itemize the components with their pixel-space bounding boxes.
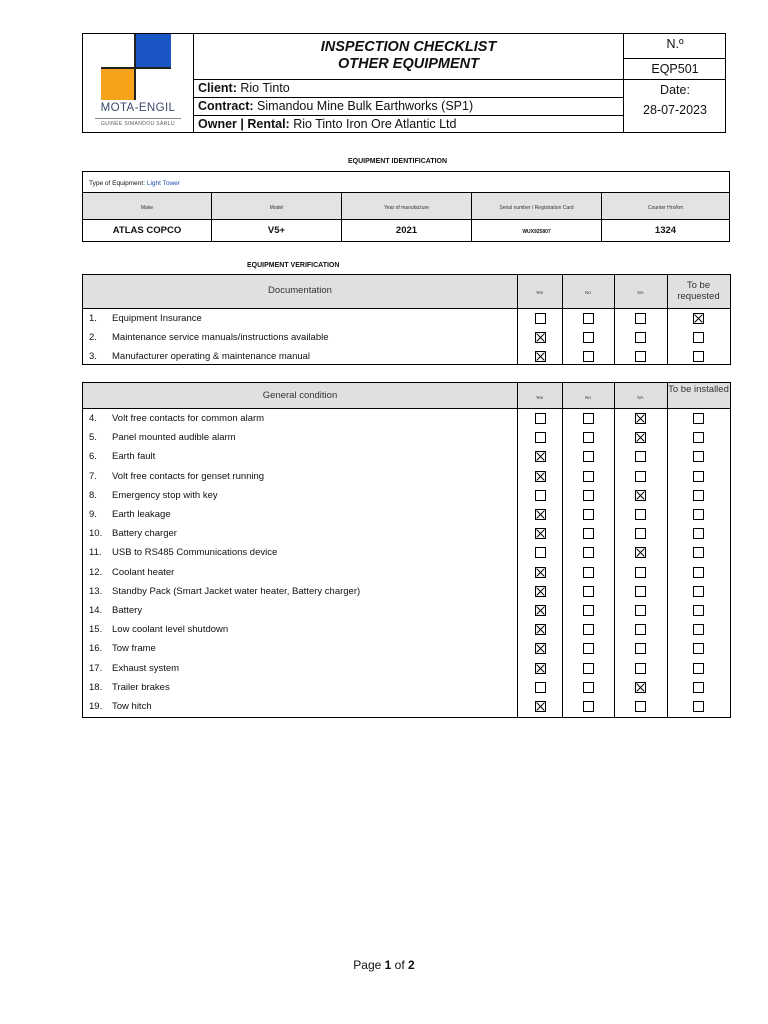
checkbox-yes[interactable] (535, 605, 546, 616)
identification-title: EQUIPMENT IDENTIFICATION (348, 158, 448, 165)
contract-row (194, 98, 623, 116)
row-number: 16. (89, 643, 103, 655)
checklist-row (83, 563, 730, 582)
checkbox-na[interactable] (635, 528, 646, 539)
col-make: Make (83, 193, 212, 220)
equipment-type-value: Light Tower (146, 180, 180, 187)
checkbox-yes[interactable] (535, 547, 546, 558)
model-value: V5+ (212, 220, 342, 241)
logo-blue-square (135, 34, 171, 68)
checklist-row (83, 582, 730, 601)
checklist-row (83, 678, 730, 697)
row-number: 11. (89, 547, 102, 559)
checkbox-yes[interactable] (535, 490, 546, 501)
logo-text: MOTA-ENGIL (100, 102, 176, 114)
general-condition-heading: General condition (262, 390, 338, 401)
checkbox-no[interactable] (583, 605, 594, 616)
row-number: 3. (89, 351, 97, 362)
counter-value: 1324 (654, 225, 677, 236)
serial-value: WUX925807 (472, 220, 602, 241)
checkbox-to-be-installed[interactable] (693, 490, 704, 501)
checkbox-na[interactable] (635, 413, 646, 424)
checkbox-to-be-installed[interactable] (693, 643, 704, 654)
checkbox-na[interactable] (635, 471, 646, 482)
checkbox-na[interactable] (635, 643, 646, 654)
checkbox-to-be-installed[interactable] (693, 701, 704, 712)
checkbox-na[interactable] (635, 701, 646, 712)
checklist-row (83, 620, 730, 639)
equipment-type (83, 172, 729, 193)
page-total: 2 (408, 958, 415, 972)
row-label: Equipment Insurance (112, 313, 202, 324)
checkbox-no[interactable] (583, 509, 594, 520)
checkbox-no[interactable] (583, 663, 594, 674)
verification-title: EQUIPMENT VERIFICATION (247, 262, 340, 269)
checkbox-no[interactable] (583, 351, 594, 362)
checkbox-no[interactable] (583, 313, 594, 324)
row-label: Volt free contacts for genset running (112, 470, 265, 482)
page-current: 1 (384, 958, 392, 972)
checkbox-na[interactable] (635, 451, 646, 462)
row-number: 10. (89, 528, 103, 540)
checkbox-to-be-installed[interactable] (693, 624, 704, 635)
row-label: Tow hitch (112, 701, 152, 712)
number-label: N.º (624, 34, 726, 59)
checkbox-yes[interactable] (535, 509, 546, 520)
row-label: Earth fault (112, 451, 156, 463)
checkbox-yes[interactable] (535, 586, 546, 597)
title-line-2: OTHER EQUIPMENT (338, 56, 479, 72)
row-number: 19. (89, 701, 103, 712)
row-label: Low coolant level shutdown (112, 624, 229, 636)
checklist-row (83, 659, 730, 678)
equipment-type-label: Type of Equipment: (89, 180, 146, 187)
doc-col-to-be-requested: To be requested (677, 280, 720, 302)
page-of: of (394, 958, 405, 972)
row-number: 18. (89, 681, 103, 693)
make-value: ATLAS COPCO (83, 220, 212, 241)
checkbox-no[interactable] (583, 643, 594, 654)
checkbox-no[interactable] (583, 332, 594, 343)
row-number: 5. (89, 432, 97, 444)
checkbox-no[interactable] (583, 490, 594, 501)
checkbox-yes[interactable] (535, 451, 546, 462)
checkbox-na[interactable] (635, 332, 646, 343)
year-value: 2021 (342, 220, 472, 241)
checkbox-to-be-installed[interactable] (693, 663, 704, 674)
row-label: Emergency stop with key (112, 489, 218, 501)
checkbox-yes[interactable] (535, 528, 546, 539)
checkbox-no[interactable] (583, 682, 594, 693)
checkbox-no[interactable] (583, 451, 594, 462)
checkbox-na[interactable] (635, 567, 646, 578)
owner-value: Rio Tinto Iron Ore Atlantic Ltd (293, 117, 457, 131)
checkbox-to-be-requested[interactable] (693, 332, 704, 343)
row-number: 17. (89, 662, 103, 674)
owner-row (194, 116, 623, 134)
row-label: Standby Pack (Smart Jacket water heater, Battery charger) (112, 585, 361, 597)
row-number: 4. (89, 413, 97, 424)
logo-horizontal-line (101, 67, 171, 69)
row-label: Exhaust system (112, 662, 180, 674)
gen-col-yes: Yes (535, 395, 544, 400)
row-label: Panel mounted audible alarm (112, 432, 236, 444)
document-meta (623, 34, 725, 132)
checkbox-yes[interactable] (535, 471, 546, 482)
checkbox-no[interactable] (583, 624, 594, 635)
checkbox-yes[interactable] (535, 332, 546, 343)
checklist-row (83, 543, 730, 562)
identification-table (82, 171, 730, 242)
page-prefix: Page (353, 958, 382, 972)
row-number: 2. (89, 332, 97, 343)
number-value: EQP501 (624, 59, 726, 80)
row-number: 14. (89, 605, 103, 616)
checklist-row (83, 428, 730, 447)
checkbox-na[interactable] (635, 586, 646, 597)
checkbox-no[interactable] (583, 413, 594, 424)
checklist-row (83, 409, 730, 428)
checkbox-to-be-installed[interactable] (693, 432, 704, 443)
contract-value: Simandou Mine Bulk Earthworks (SP1) (257, 99, 474, 113)
row-label: Tow frame (112, 643, 156, 655)
checkbox-to-be-installed[interactable] (693, 682, 704, 693)
checkbox-to-be-installed[interactable] (693, 471, 704, 482)
checkbox-no[interactable] (583, 471, 594, 482)
documentation-table (82, 274, 731, 365)
row-label: Manufacturer operating & maintenance manual (112, 351, 311, 362)
row-number: 8. (89, 489, 97, 501)
checkbox-yes[interactable] (535, 567, 546, 578)
checkbox-na[interactable] (635, 351, 646, 362)
gen-col-to-be-installed: To be installed (668, 384, 729, 395)
checkbox-to-be-installed[interactable] (693, 605, 704, 616)
checkbox-na[interactable] (635, 313, 646, 324)
contract-label: Contract: (198, 99, 254, 113)
checkbox-to-be-installed[interactable] (693, 567, 704, 578)
checkbox-na[interactable] (635, 624, 646, 635)
owner-label: Owner | Rental: (198, 117, 290, 131)
checklist-row (83, 328, 730, 347)
row-label: Battery (112, 605, 143, 616)
checkbox-to-be-installed[interactable] (693, 451, 704, 462)
checkbox-yes[interactable] (535, 643, 546, 654)
checkbox-to-be-installed[interactable] (693, 413, 704, 424)
checklist-row (83, 447, 730, 466)
checklist-row (83, 347, 730, 366)
company-logo (83, 34, 194, 132)
checkbox-yes[interactable] (535, 682, 546, 693)
row-label: Coolant heater (112, 566, 175, 578)
row-number: 1. (89, 313, 97, 324)
checkbox-yes[interactable] (535, 432, 546, 443)
page-footer (0, 958, 768, 972)
col-counter: Counter Hrs/km (602, 193, 729, 220)
col-serial: Serial number / Registration Card (472, 193, 602, 220)
checkbox-yes[interactable] (535, 413, 546, 424)
checkbox-no[interactable] (583, 547, 594, 558)
checkbox-no[interactable] (583, 586, 594, 597)
row-number: 9. (89, 509, 97, 520)
row-label: Battery charger (112, 528, 177, 540)
checkbox-no[interactable] (583, 432, 594, 443)
general-condition-header (83, 383, 730, 409)
checklist-row (83, 524, 730, 543)
checklist-row (83, 697, 730, 716)
doc-col-na: NA (637, 290, 644, 295)
date-label: Date: (660, 83, 690, 97)
documentation-heading: Documentation (268, 285, 332, 296)
checkbox-no[interactable] (583, 528, 594, 539)
checkbox-yes[interactable] (535, 663, 546, 674)
checkbox-na[interactable] (635, 605, 646, 616)
logo-subtext: GUINÉE SIMANDOU SARLU (95, 118, 181, 127)
checkbox-na[interactable] (635, 547, 646, 558)
checkbox-to-be-installed[interactable] (693, 586, 704, 597)
row-number: 6. (89, 451, 97, 463)
checkbox-yes[interactable] (535, 313, 546, 324)
gen-col-no: No (585, 395, 591, 400)
checkbox-yes[interactable] (535, 351, 546, 362)
checkbox-na[interactable] (635, 663, 646, 674)
date-value: 28-07-2023 (643, 103, 707, 117)
checklist-row (83, 486, 730, 505)
doc-col-no: No (585, 290, 591, 295)
title-line-1: INSPECTION CHECKLIST (320, 39, 497, 55)
logo-orange-square (101, 68, 135, 100)
checkbox-na[interactable] (635, 490, 646, 501)
checklist-row (83, 601, 730, 620)
checkbox-na[interactable] (635, 509, 646, 520)
checkbox-to-be-requested[interactable] (693, 313, 704, 324)
checkbox-na[interactable] (635, 432, 646, 443)
checkbox-yes[interactable] (535, 624, 546, 635)
checkbox-na[interactable] (635, 682, 646, 693)
row-label: USB to RS485 Communications device (112, 547, 278, 559)
checklist-row (83, 467, 730, 486)
row-number: 12. (89, 566, 103, 578)
checkbox-to-be-installed[interactable] (693, 547, 704, 558)
row-number: 7. (89, 470, 97, 482)
client-label: Client: (198, 81, 237, 95)
checklist-row (83, 639, 730, 658)
checkbox-to-be-installed[interactable] (693, 509, 704, 520)
client-row (194, 80, 623, 98)
client-value: Rio Tinto (240, 81, 290, 95)
row-number: 13. (89, 585, 103, 597)
row-label: Earth leakage (112, 509, 171, 520)
general-condition-table (82, 382, 731, 718)
checklist-row (83, 309, 730, 328)
row-number: 15. (89, 624, 103, 636)
documentation-header (83, 275, 730, 309)
row-label: Trailer brakes (112, 681, 170, 693)
col-year: Year of manufacture (342, 193, 472, 220)
row-label: Volt free contacts for common alarm (112, 413, 265, 424)
doc-col-yes: Yes (535, 290, 544, 295)
checkbox-yes[interactable] (535, 701, 546, 712)
document-title (194, 34, 623, 80)
col-model: Model (212, 193, 342, 220)
gen-col-na: NA (637, 395, 644, 400)
checkbox-to-be-installed[interactable] (693, 528, 704, 539)
checkbox-no[interactable] (583, 567, 594, 578)
row-label: Maintenance service manuals/instructions available (112, 332, 329, 343)
checkbox-no[interactable] (583, 701, 594, 712)
checklist-row (83, 505, 730, 524)
checkbox-to-be-requested[interactable] (693, 351, 704, 362)
document-header (82, 33, 726, 133)
